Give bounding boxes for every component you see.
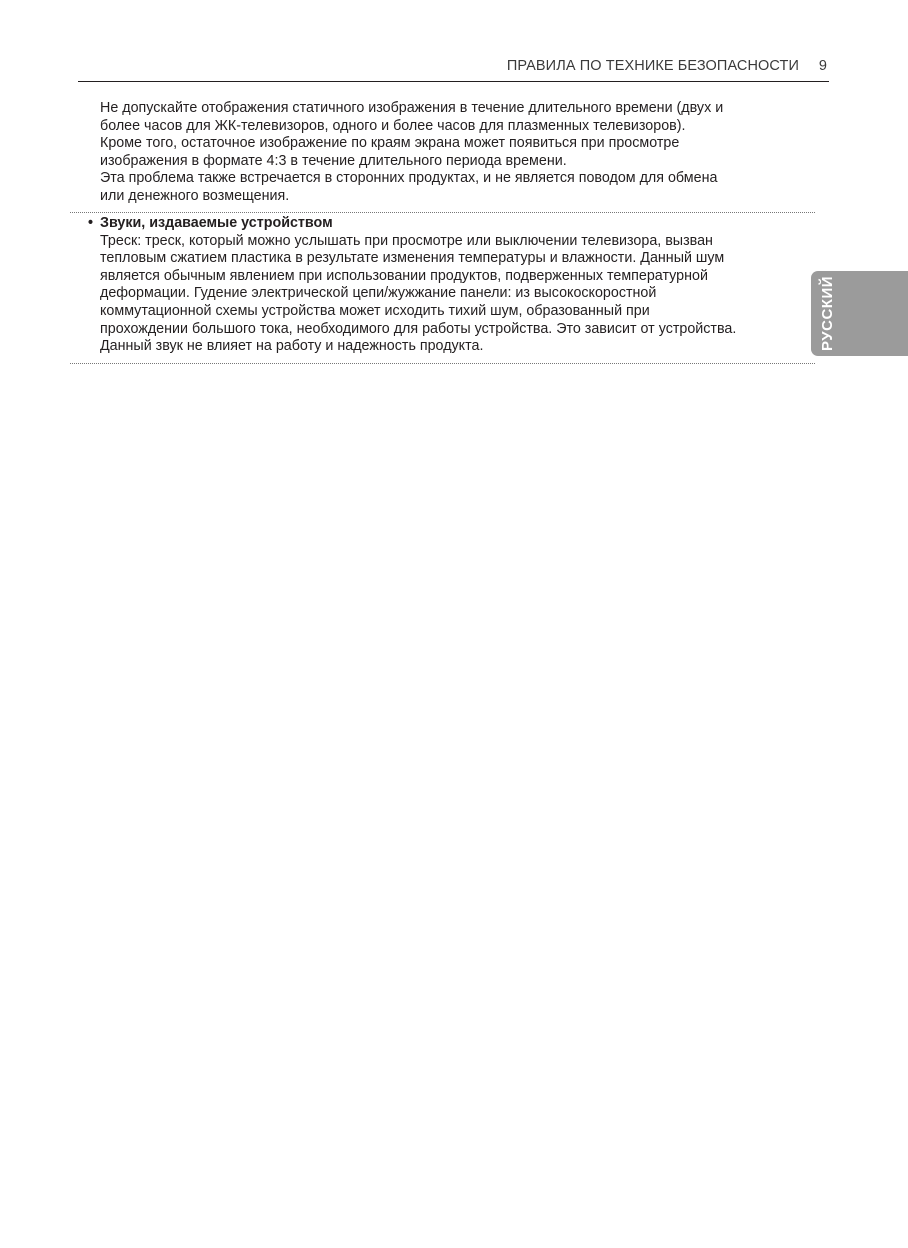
language-tab xyxy=(811,271,908,356)
text-line: прохождении большого тока, необходимого для работы устройства. Это зависит от устройства. xyxy=(100,320,737,337)
text-line: коммутационной схемы устройства может исходить тихий шум, образованный при xyxy=(100,302,650,319)
text-line: более часов для ЖК-телевизоров, одного и более часов для плазменных телевизоров). xyxy=(100,117,686,134)
text-line: тепловым сжатием пластика в результате изменения температуры и влажности. Данный шум xyxy=(100,250,725,267)
text-line: Треск: треск, который можно услышать при просмотре или выключении телевизора, вызван xyxy=(100,232,713,249)
dotted-divider xyxy=(70,212,815,213)
bullet-icon: • xyxy=(88,215,94,231)
text-line: является обычным явлением при использовании продуктов, подверженных температурной xyxy=(100,267,708,284)
text-line: деформации. Гудение электрической цепи/жужжание панели: из высокоскоростной xyxy=(100,285,657,302)
dotted-divider xyxy=(70,363,815,364)
static-image-warning xyxy=(100,100,800,206)
page-header xyxy=(78,57,829,82)
text-line: изображения в формате 4:3 в течение длительного периода времени. xyxy=(100,152,567,169)
page-number: 9 xyxy=(818,58,827,74)
section-title: ПРАВИЛА ПО ТЕХНИКЕ БЕЗОПАСНОСТИ xyxy=(506,58,799,74)
text-line: или денежного возмещения. xyxy=(100,187,290,204)
text-line: Данный звук не влияет на работу и надежность продукта. xyxy=(100,338,484,355)
text-line: Не допускайте отображения статичного изображения в течение длительного времени (двух и xyxy=(100,100,724,116)
text-line: Кроме того, остаточное изображение по краям экрана может появиться при просмотре xyxy=(100,135,680,152)
language-tab-label: РУССКИЙ xyxy=(819,275,836,351)
device-sounds-section xyxy=(88,215,800,356)
text-line: Эта проблема также встречается в сторонних продуктах, и не является поводом для обмена xyxy=(100,170,718,187)
section-heading: Звуки, издаваемые устройством xyxy=(100,215,333,231)
